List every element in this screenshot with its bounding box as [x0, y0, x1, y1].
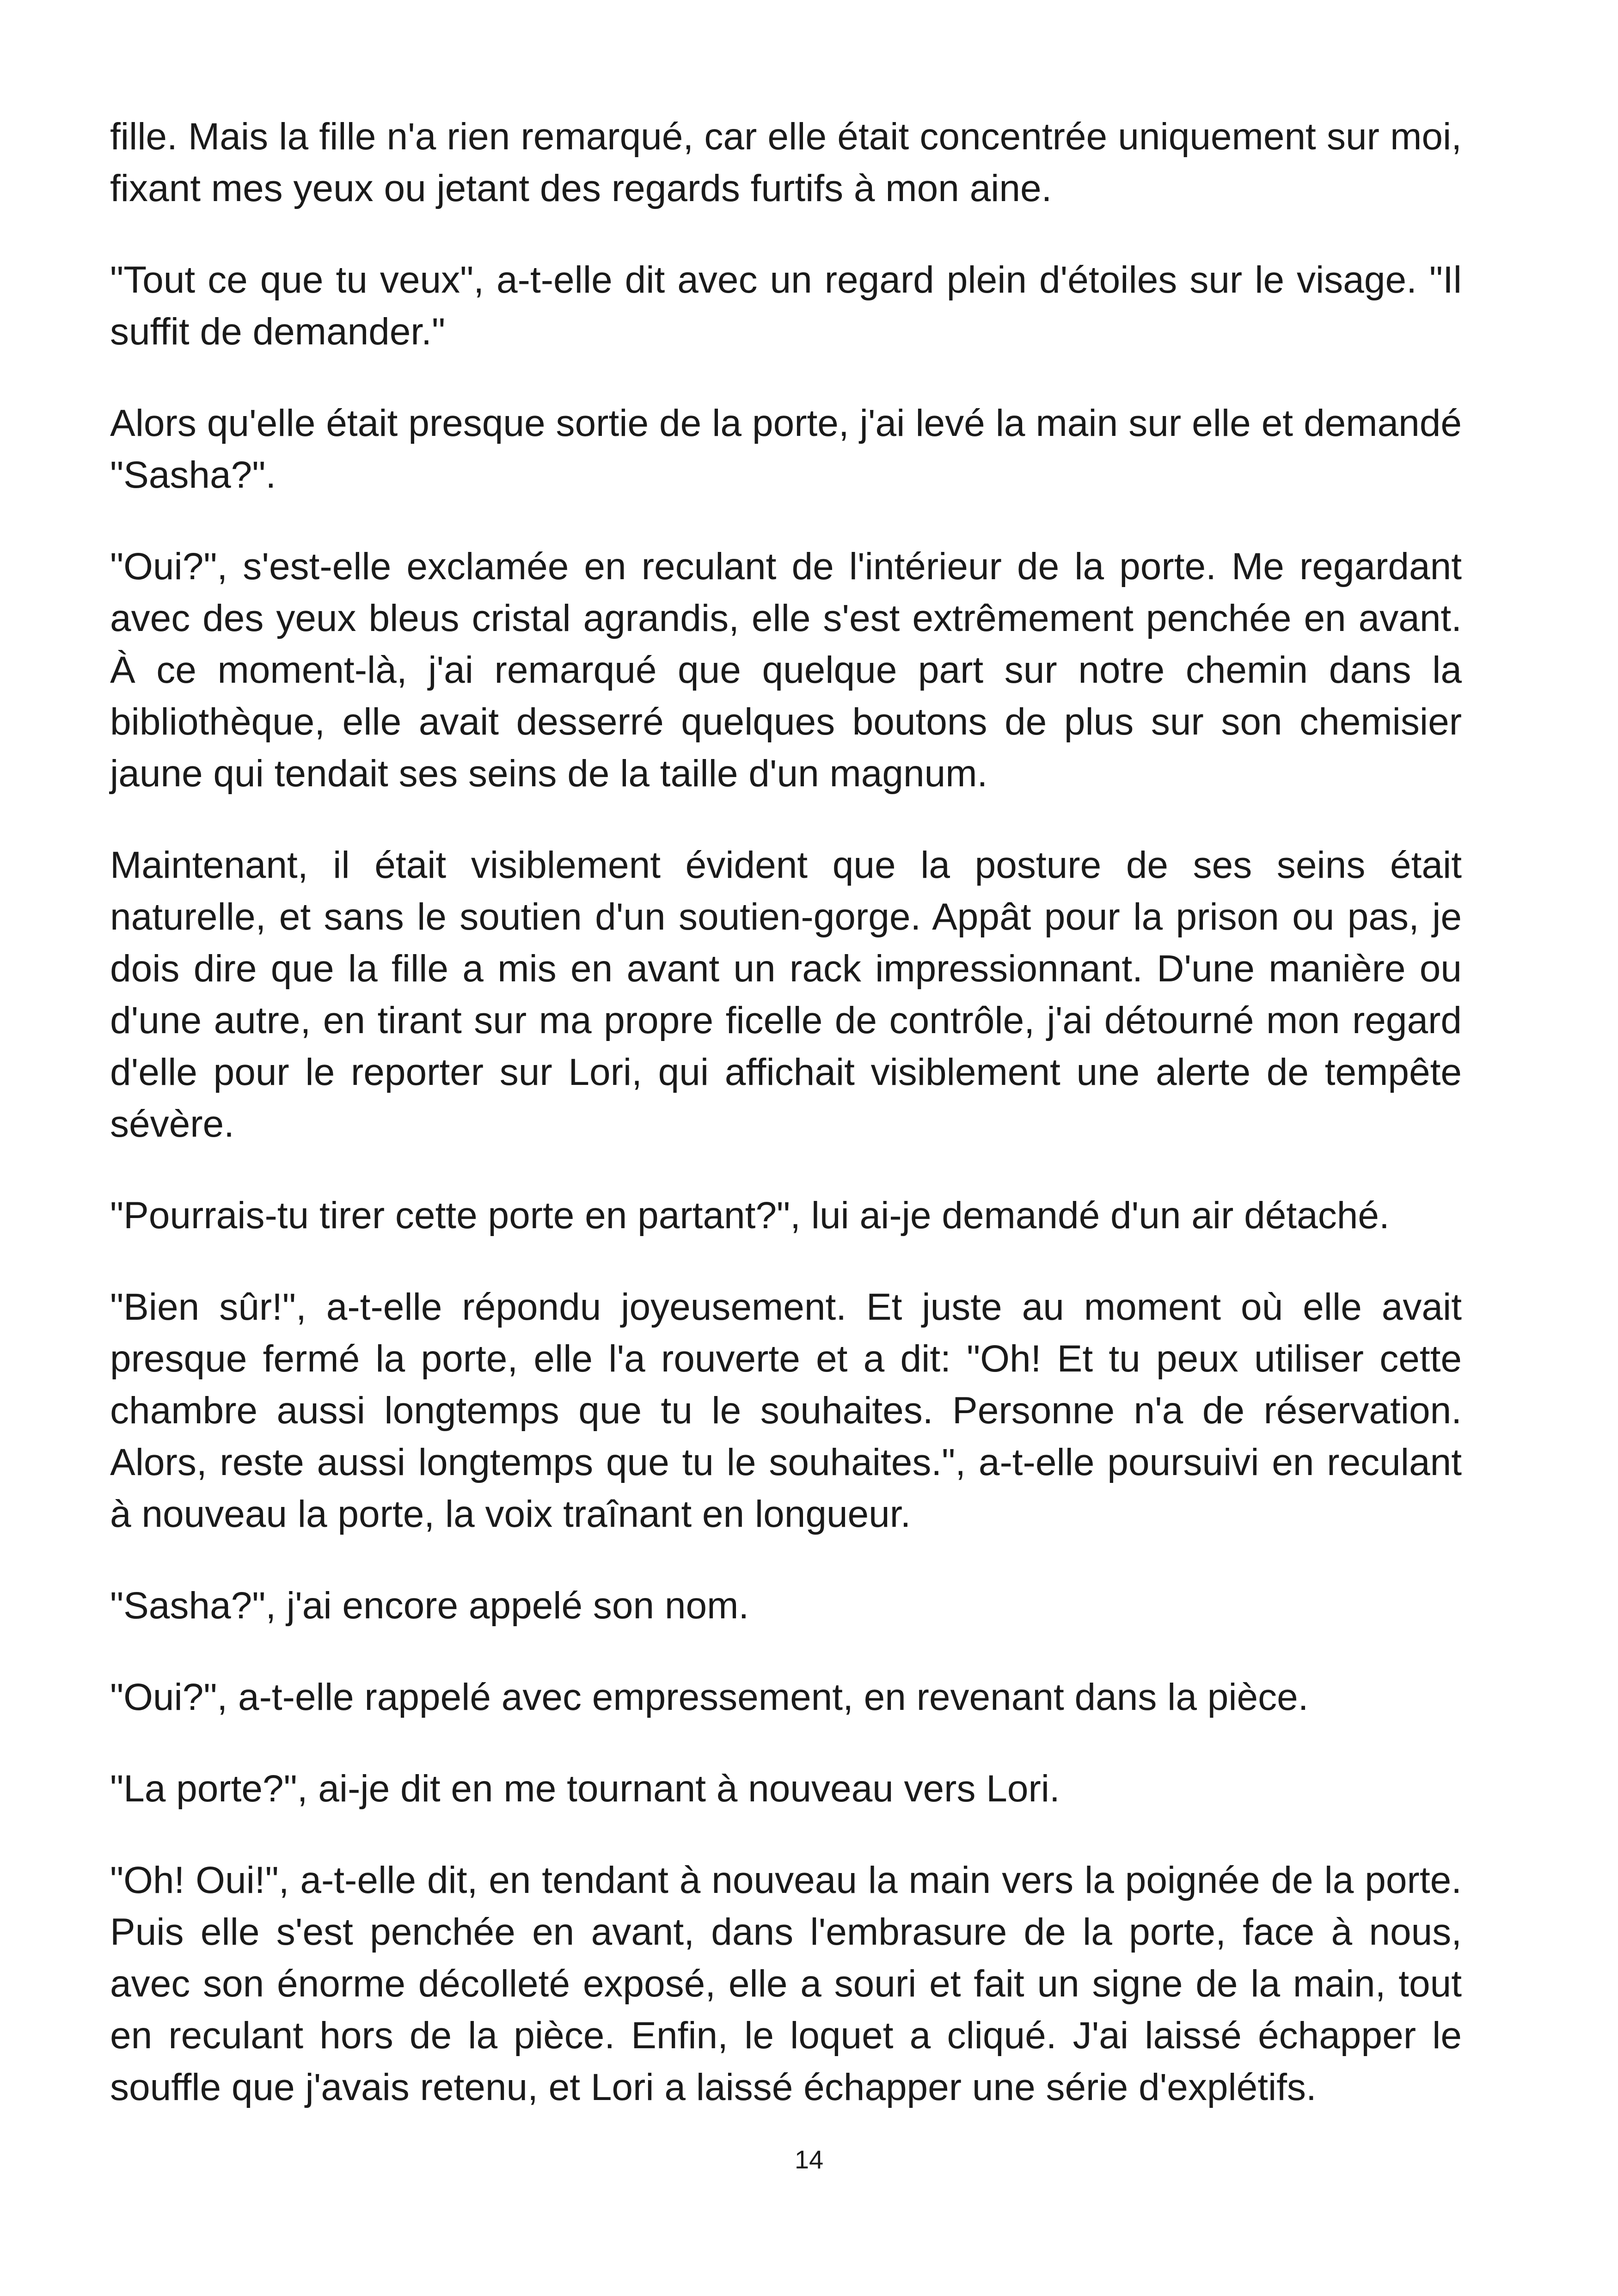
paragraph: "Bien sûr!", a-t-elle répondu joyeusement. Et juste au moment où elle avait presque fermé la porte, elle l'a rouverte et a dit: "Oh! Et tu peux utiliser cette chambre aussi longtemps que tu le souhaites. Personne n'a de réservation. Alors, reste aussi longtemps que tu le souhaites.", a-t-elle poursuivi en reculant à nouveau la porte, la voix traînant en longueur.: [110, 1286, 1462, 1535]
paragraph: "Oui?", s'est-elle exclamée en reculant de l'intérieur de la porte. Me regardant avec des yeux bleus cristal agrandis, elle s'est extrêmement penchée en avant. À ce moment-là, j'ai remarqué que quelque part sur notre chemin dans la bibliothèque, elle avait desserré quelques boutons de plus sur son chemisier jaune qui tendait ses seins de la taille d'un magnum.: [110, 545, 1462, 795]
paragraph: "Pourrais-tu tirer cette porte en partant?", lui ai-je demandé d'un air détaché.: [110, 1194, 1390, 1237]
paragraph: "Oui?", a-t-elle rappelé avec empressement, en revenant dans la pièce.: [110, 1676, 1309, 1718]
page-number: 14: [794, 2145, 824, 2174]
page-body: [110, 111, 1462, 2153]
paragraph: "Sasha?", j'ai encore appelé son nom.: [110, 1585, 749, 1627]
paragraph: Alors qu'elle était presque sortie de la porte, j'ai levé la main sur elle et demandé "Sasha?".: [110, 402, 1462, 496]
paragraph: Maintenant, il était visiblement évident que la posture de ses seins était naturelle, et sans le soutien d'un soutien-gorge. Appât pour la prison ou pas, je dois dire que la fille a mis en avant un rack impressionnant. D'une manière ou d'une autre, en tirant sur ma propre ficelle de contrôle, j'ai détourné mon regard d'elle pour le reporter sur Lori, qui affichait visiblement une alerte de tempête sévère.: [110, 844, 1462, 1145]
paragraph: fille. Mais la fille n'a rien remarqué, car elle était concentrée uniquement sur moi, fixant mes yeux ou jetant des regards furtifs à mon aine.: [110, 116, 1462, 209]
paragraph: "La porte?", ai-je dit en me tournant à nouveau vers Lori.: [110, 1768, 1060, 1810]
paragraph: "Oh! Oui!", a-t-elle dit, en tendant à nouveau la main vers la poignée de la porte. Puis elle s'est penchée en avant, dans l'embrasure de la porte, face à nous, avec son énorme décolleté exposé, elle a souri et fait un signe de la main, tout en reculant hors de la pièce. Enfin, le loquet a cliqué. J'ai laissé échapper le souffle que j'avais retenu, et Lori a laissé échapper une série d'explétifs.: [110, 1859, 1462, 2108]
paragraph: "Tout ce que tu veux", a-t-elle dit avec un regard plein d'étoiles sur le visage. "Il suffit de demander.": [110, 259, 1462, 353]
